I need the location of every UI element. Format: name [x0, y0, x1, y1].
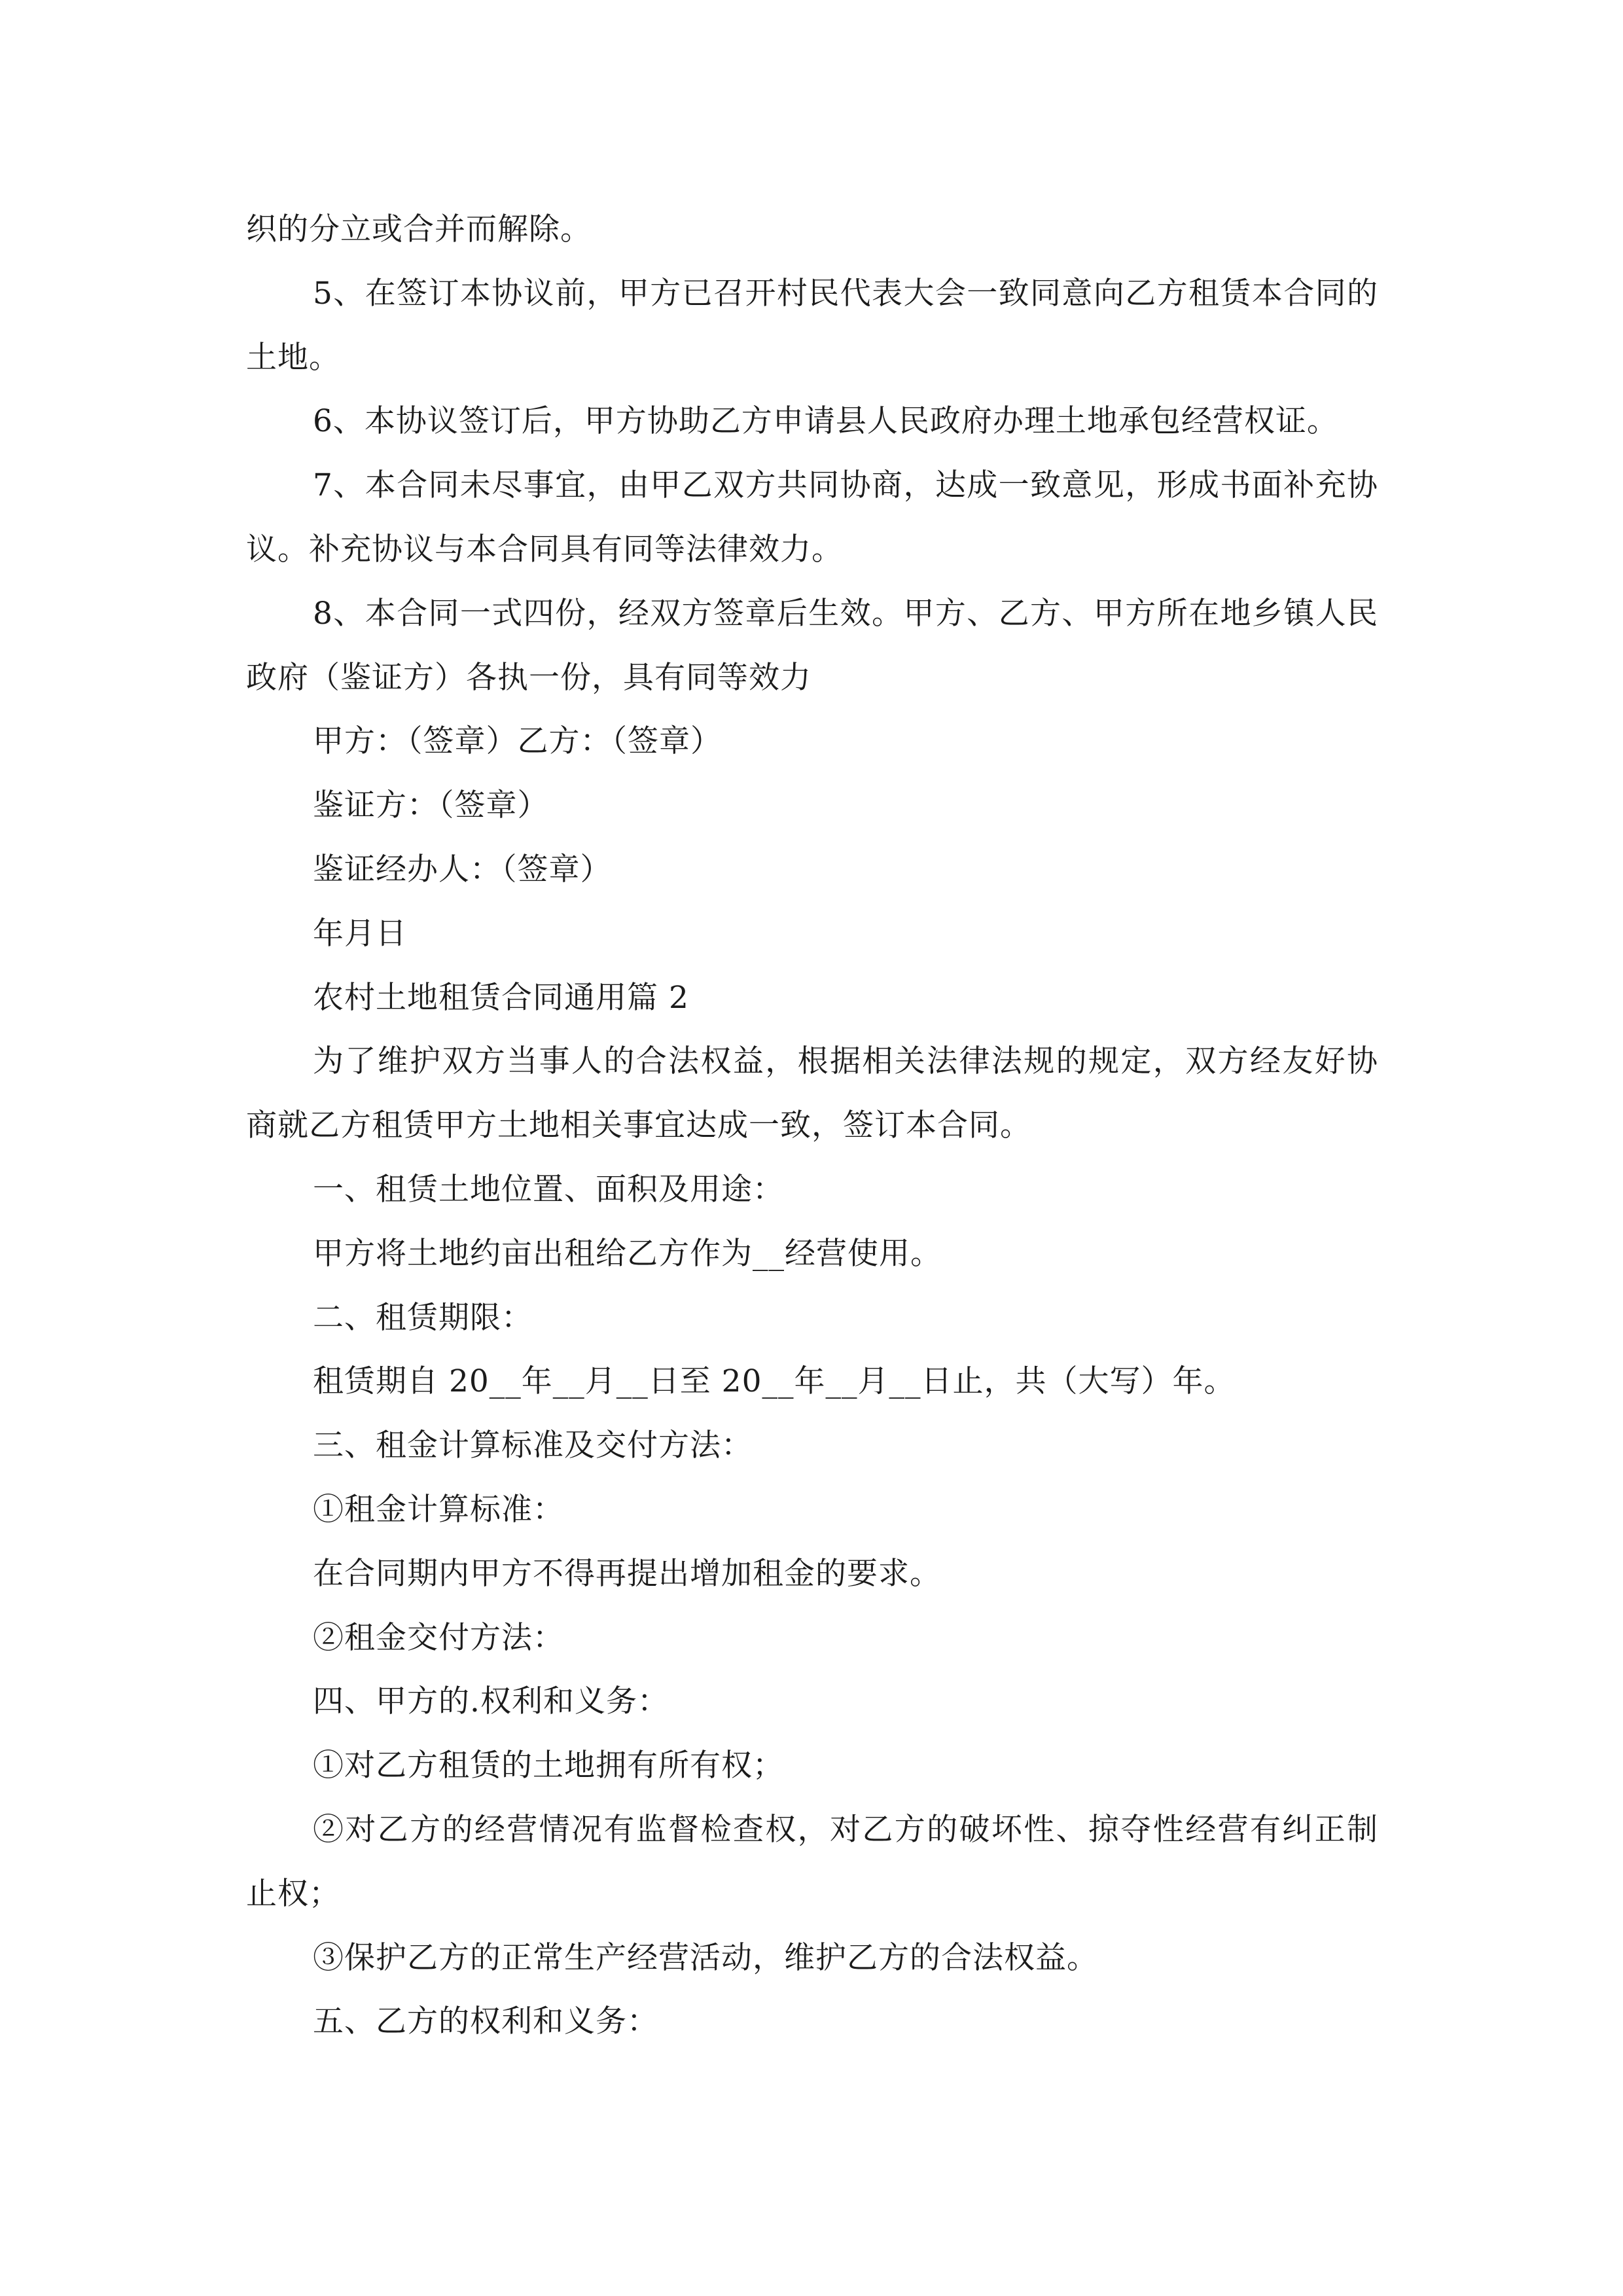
paragraph-1: 织的分立或合并而解除。	[246, 211, 592, 247]
paragraph-lease-term: 租赁期自 20__年__月__日至 20__年__月__日止，共（大写）年。	[313, 1363, 1236, 1400]
heading-2: 二、租赁期限：	[313, 1299, 533, 1336]
heading-5: 五、乙方的权利和义务：	[313, 2003, 658, 2040]
document-body	[246, 198, 1378, 2054]
heading-3: 三、租金计算标准及交付方法：	[313, 1427, 753, 1464]
paragraph-2: 5、在签订本协议前，甲方已召开村民代表大会一致同意向乙方租赁本合同的土地。	[246, 275, 1378, 376]
item-party-a-1: ①对乙方租赁的土地拥有所有权；	[313, 1748, 784, 1784]
paragraph-rent-fixed: 在合同期内甲方不得再提出增加租金的要求。	[313, 1555, 941, 1592]
item-rent-payment: ②租金交付方法：	[313, 1619, 564, 1656]
item-party-a-3: ③保护乙方的正常生产经营活动，维护乙方的合法权益。	[313, 1939, 1098, 1976]
signature-party-line: 甲方：（签章）乙方：（签章）	[313, 723, 722, 760]
paragraph-3: 6、本协议签订后，甲方协助乙方申请县人民政府办理土地承包经营权证。	[313, 403, 1338, 440]
preamble-paragraph: 为了维护双方当事人的合法权益，根据相关法律法规的规定，双方经友好协商就乙方租赁甲方土地相关事宜达成一致，签订本合同。	[246, 1043, 1378, 1144]
signature-verifier-line: 鉴证方：（签章）	[313, 787, 549, 824]
heading-4: 四、甲方的.权利和义务：	[313, 1683, 669, 1720]
paragraph-5: 8、本合同一式四份，经双方签章后生效。甲方、乙方、甲方所在地乡镇人民政府（鉴证方）各执一份，具有同等效力	[246, 595, 1378, 696]
heading-1: 一、租赁土地位置、面积及用途：	[313, 1171, 784, 1208]
section-title: 农村土地租赁合同通用篇 2	[313, 979, 689, 1016]
item-rent-standard: ①租金计算标准：	[313, 1491, 564, 1528]
item-party-a-2: ②对乙方的经营情况有监督检查权，对乙方的破坏性、掠夺性经营有纠正制止权；	[246, 1811, 1378, 1912]
paragraph-land-use: 甲方将土地约亩出租给乙方作为__经营使用。	[313, 1235, 942, 1272]
paragraph-4: 7、本合同未尽事宜，由甲乙双方共同协商，达成一致意见，形成书面补充协议。补充协议与本合同具有同等法律效力。	[246, 467, 1378, 567]
signature-handler-line: 鉴证经办人：（签章）	[313, 851, 612, 888]
date-line: 年月日	[313, 915, 407, 952]
